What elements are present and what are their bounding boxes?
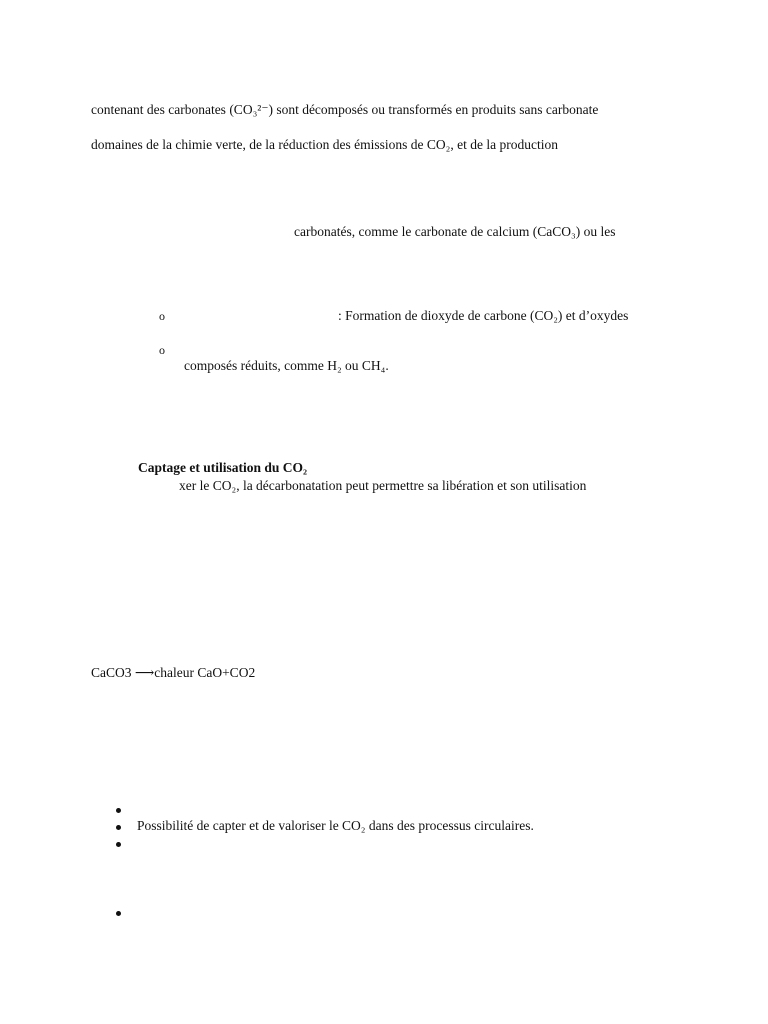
- paragraph-line-carbonates-calcium: carbonatés, comme le carbonate de calcium (CaCO₃) ou les: [294, 224, 616, 239]
- paragraph-line-liberation: xer le CO₂, la décarbonatation peut permettre sa libération et son utilisation: [179, 478, 587, 493]
- sub-bullet-composes-reduits: composés réduits, comme H₂ ou CH₄.: [184, 358, 389, 373]
- bullet-marker-1: [116, 808, 121, 813]
- sub-bullet-marker-2: o: [159, 343, 165, 357]
- bullet-marker-2: [116, 825, 121, 830]
- section-heading: Captage et utilisation du CO₂: [138, 460, 308, 475]
- chemical-equation: CaCO3 ⟶chaleur CaO+CO2: [91, 665, 256, 680]
- sub-bullet-marker-1: o: [159, 309, 165, 323]
- paragraph-line-carbonates: contenant des carbonates (CO₃²⁻) sont décomposés ou transformés en produits sans carbonate: [91, 102, 599, 117]
- bullet-item-capter: Possibilité de capter et de valoriser le CO₂ dans des processus circulaires.: [137, 818, 534, 833]
- bullet-marker-4: [116, 911, 121, 916]
- paragraph-line-domaines: domaines de la chimie verte, de la réduction des émissions de CO₂, et de la production: [91, 137, 558, 152]
- bullet-marker-3: [116, 842, 121, 847]
- sub-bullet-formation: : Formation de dioxyde de carbone (CO₂) et d’oxydes: [338, 308, 629, 323]
